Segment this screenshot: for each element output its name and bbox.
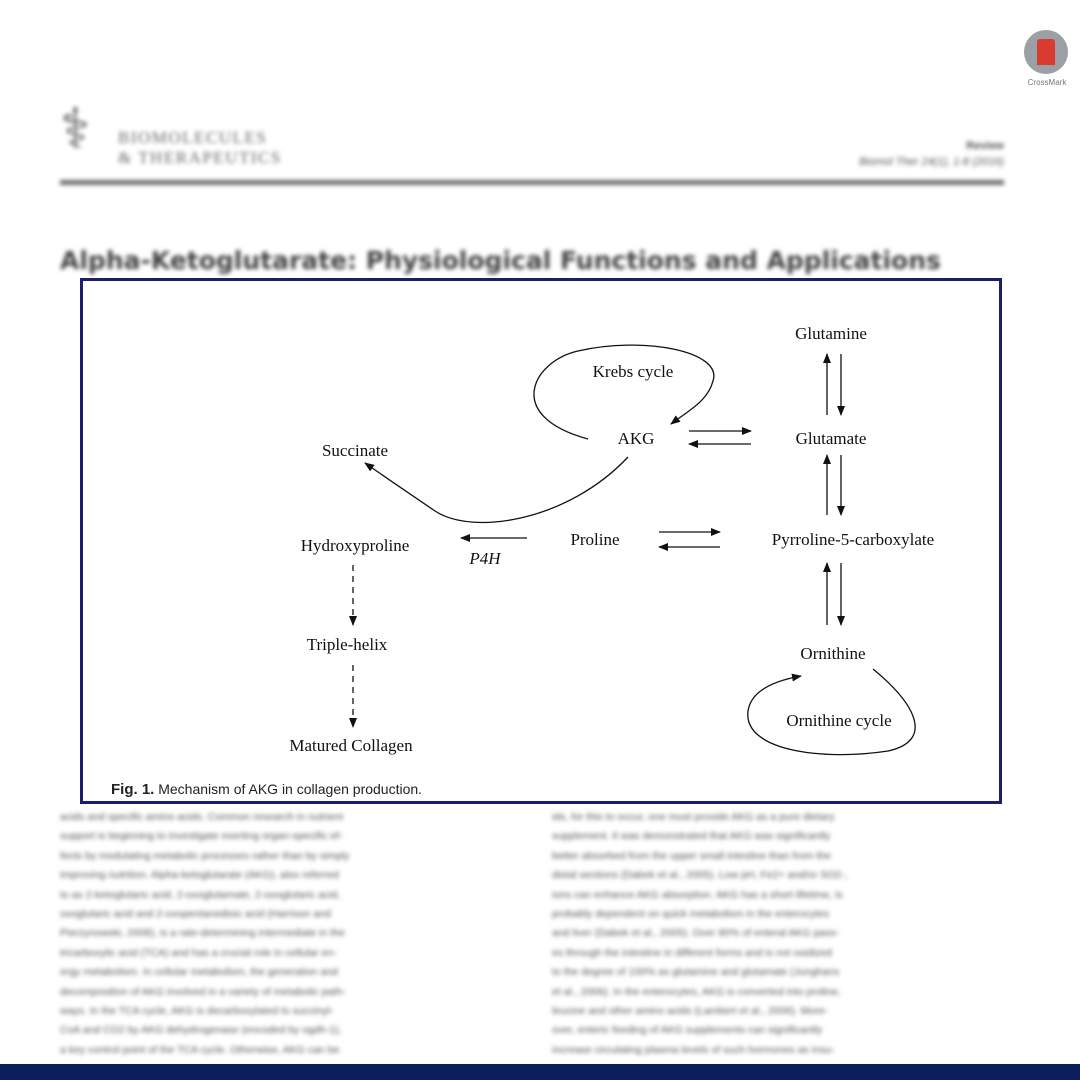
- bottom-bar: [0, 1064, 1080, 1080]
- pathway-diagram: [83, 281, 999, 801]
- journal-logo: ⚕: [60, 97, 91, 162]
- journal-name-line2: & THERAPEUTICS: [118, 148, 282, 167]
- text-line: to the degree of 100% as glutamine and glutamate (Junghans: [552, 966, 840, 979]
- crossmark-label: CrossMark: [1027, 78, 1067, 87]
- krebs-cycle-loop: [534, 345, 714, 439]
- crossmark-badge[interactable]: [1022, 30, 1072, 100]
- text-line: increase circulating plasma levels of such hormones as insu-: [552, 1043, 835, 1056]
- node-triple-helix: Triple-helix: [306, 635, 388, 654]
- text-line: over, enteric feeding of AKG supplements can significantly: [552, 1024, 823, 1037]
- node-hydroxyproline: Hydroxyproline: [300, 536, 410, 555]
- text-line: improving nutrition. Alpha-ketoglutarate (AKG), also referred: [60, 869, 339, 882]
- figure-caption: [111, 781, 422, 798]
- text-line: ways. In the TCA cycle, AKG is decarboxylated to succinyl-: [60, 1005, 334, 1018]
- text-line: oxoglutaric acid and 2-oxopentanedioic acid (Harrison and: [60, 908, 331, 921]
- node-ornithine-cycle: Ornithine cycle: [786, 711, 892, 730]
- text-line: a key control point of the TCA cycle. Otherwise, AKG can be: [60, 1043, 340, 1056]
- text-line: CoA and CO2 by AKG dehydrogenase (encoded by ogdh-1),: [60, 1024, 342, 1037]
- node-akg: AKG: [617, 429, 655, 448]
- left-column-text: [60, 808, 510, 1060]
- citation: Biomol Ther 24(1), 1-8 (2016): [859, 156, 1004, 168]
- text-line: and liver (Dabek et al., 2005). Over 80% of enteral AKG pass-: [552, 927, 840, 940]
- text-line: distal sections (Dabek et al., 2005). Low pH, Fe2+ and/or SO2-,: [552, 869, 848, 882]
- paper-title: Alpha-Ketoglutarate: Physiological Functions and Applications: [60, 246, 941, 275]
- node-krebs-cycle: Krebs cycle: [592, 362, 674, 381]
- text-line: ergy metabolism. In cellular metabolism, the generation and: [60, 966, 338, 979]
- text-line: ids, for this to occur, one must provide AKG as a pure dietary: [552, 811, 835, 823]
- bookmark-icon: [1037, 39, 1055, 65]
- journal-name: [118, 128, 282, 168]
- enzyme-p4h: P4H: [469, 549, 501, 568]
- text-line: Pierzynowski, 2008), is a rate-determining intermediate in the: [60, 927, 345, 940]
- arrow-akg-to-succinate: [365, 457, 628, 522]
- node-glutamine: Glutamine: [795, 324, 867, 343]
- node-succinate: Succinate: [321, 441, 389, 460]
- text-line: et al., 2006). In the enterocytes, AKG is converted into proline,: [552, 985, 841, 998]
- figure-caption-text: Mechanism of AKG in collagen production.: [158, 781, 423, 797]
- text-line: supplement. It was demonstrated that AKG was significantly: [552, 830, 831, 843]
- text-line: leucine and other amino acids (Lambert et al., 2006). More-: [552, 1005, 829, 1018]
- text-line: better absorbed from the upper small intestine than from the: [552, 849, 831, 862]
- node-glutamate: Glutamate: [795, 429, 867, 448]
- node-proline: Proline: [570, 530, 620, 549]
- text-line: decomposition of AKG involved in a variety of metabolic path-: [60, 985, 346, 998]
- text-line: acids and specific amino acids. Common research in nutrient: [60, 811, 344, 823]
- figure-label: Fig. 1.: [111, 781, 155, 798]
- header-rule: [60, 180, 1004, 185]
- right-column-text: [552, 808, 1002, 1060]
- figure-panel: [80, 278, 1002, 804]
- node-ornithine: Ornithine: [800, 644, 866, 663]
- text-line: ions can enhance AKG absorption. AKG has a short lifetime, is: [552, 888, 843, 901]
- text-line: to as 2-ketoglutaric acid, 2-oxoglutamate, 2-oxoglutaric acid,: [60, 888, 341, 901]
- node-matured-collagen: Matured Collagen: [289, 736, 413, 755]
- node-pyrroline-5-carboxylate: Pyrroline-5-carboxylate: [771, 530, 935, 549]
- text-line: fects by modulating metabolic processes rather than by simply: [60, 849, 350, 862]
- review-label: Review: [966, 140, 1004, 152]
- journal-name-line1: BIOMOLECULES: [118, 128, 268, 147]
- text-line: probably dependent on quick metabolism in the enterocytes: [552, 908, 830, 921]
- text-line: es through the intestine in different forms and is not oxidized: [552, 946, 832, 959]
- text-line: tricarboxylic acid (TCA) and has a crucial role in cellular en-: [60, 946, 337, 959]
- article-type-tag: [859, 138, 1004, 170]
- text-line: support is beginning to investigate exerting organ-specific ef-: [60, 830, 343, 843]
